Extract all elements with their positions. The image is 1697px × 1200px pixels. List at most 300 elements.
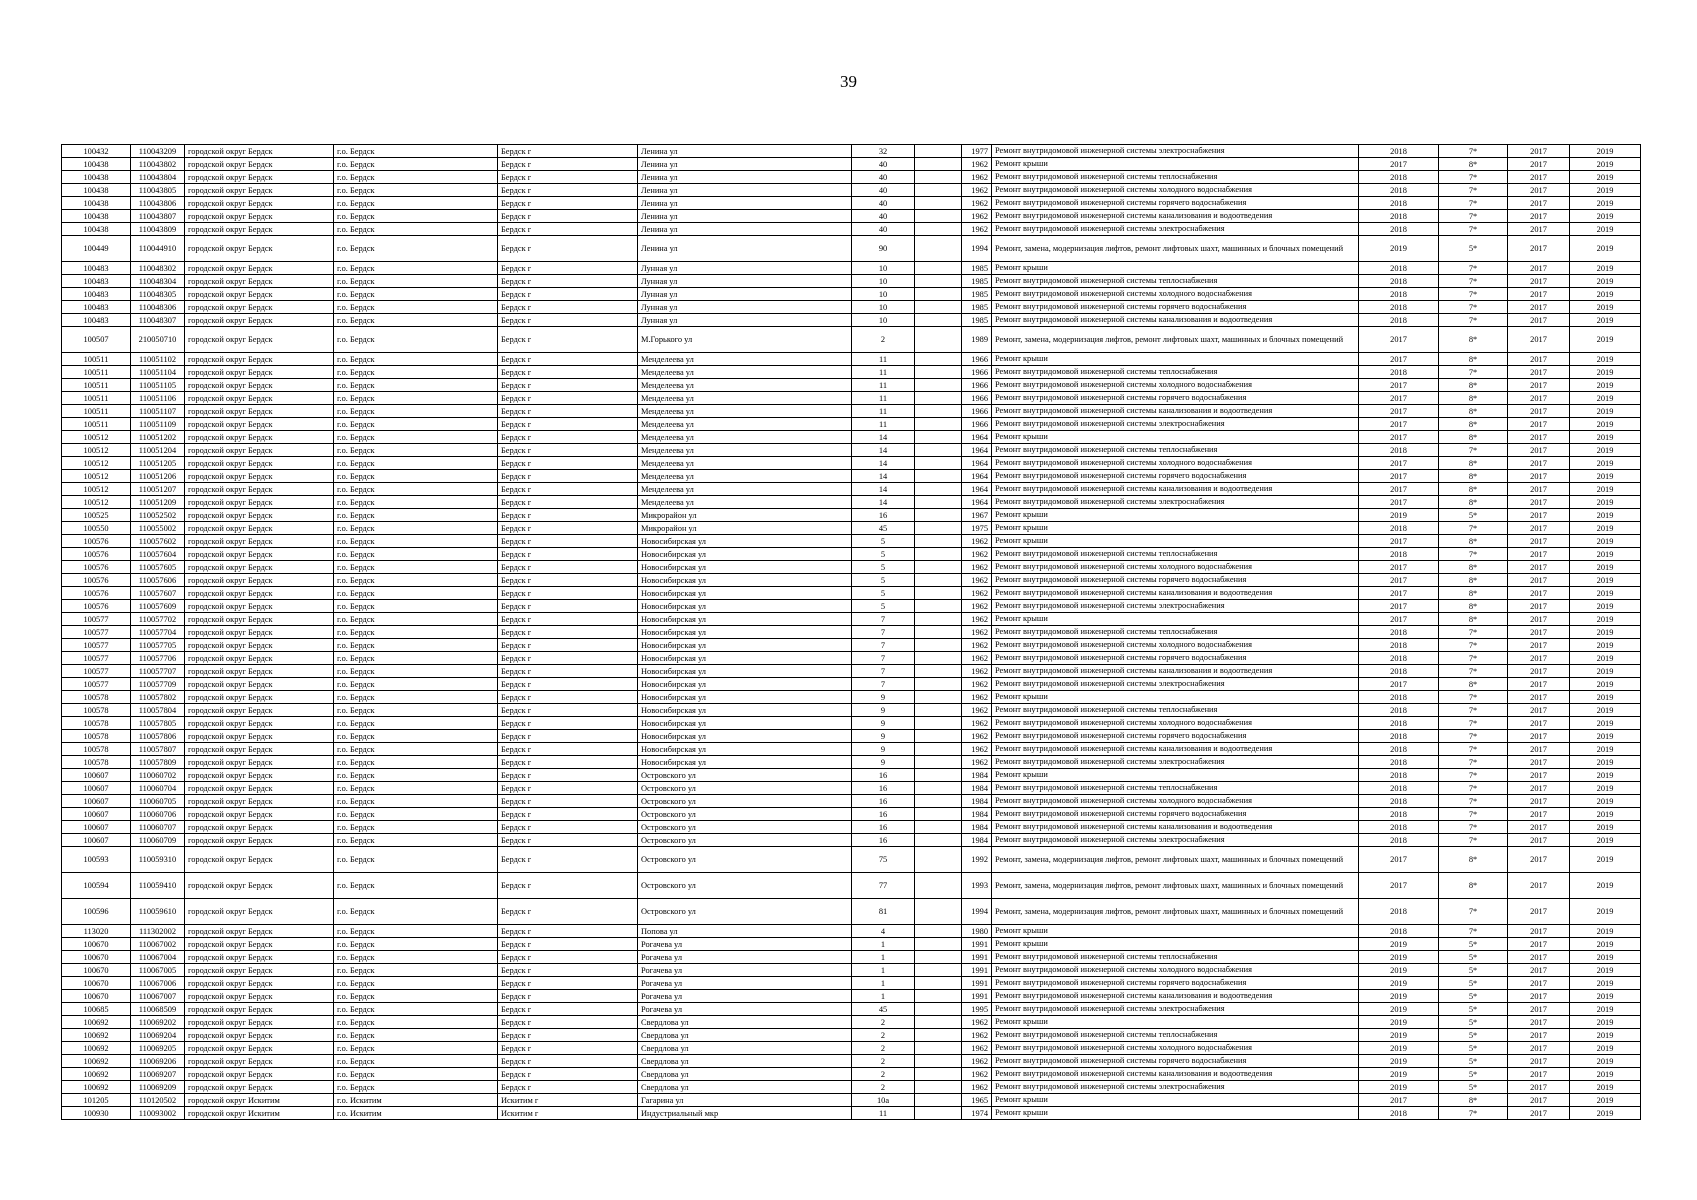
year-built-cell: 1991 [962,951,992,964]
house-number-cell: 1 [852,951,915,964]
year-built-cell: 1962 [962,171,992,184]
locality-cell: Бердск г [498,236,638,262]
priority-cell: 8* [1439,496,1508,509]
street-cell: Островского ул [638,834,852,847]
house-id-cell: 100596 [62,899,131,925]
period-start-cell: 2017 [1508,938,1570,951]
period-start-cell: 2017 [1508,327,1570,353]
work-type-cell: Ремонт крыши [992,769,1359,782]
work-type-cell: Ремонт внутридомовой инженерной системы электроснабжения [992,1081,1359,1094]
building-cell [915,730,962,743]
work-type-cell: Ремонт внутридомовой инженерной системы электроснабжения [992,678,1359,691]
year-built-cell: 1974 [962,1107,992,1120]
locality-cell: Бердск г [498,210,638,223]
work-type-cell: Ремонт внутридомовой инженерной системы канализования и водоотведения [992,1068,1359,1081]
planned-year-cell: 2019 [1359,236,1439,262]
settlement-cell: г.о. Бердск [334,587,498,600]
locality-cell: Бердск г [498,821,638,834]
municipality-cell: городской округ Бердск [185,717,334,730]
house-id-cell: 100577 [62,678,131,691]
work-type-cell: Ремонт внутридомовой инженерной системы электроснабжения [992,1003,1359,1016]
street-cell: Рогачева ул [638,964,852,977]
table-row [62,847,1641,873]
planned-year-cell: 2018 [1359,548,1439,561]
planned-year-cell: 2019 [1359,1016,1439,1029]
period-start-cell: 2017 [1508,158,1570,171]
settlement-cell: г.о. Бердск [334,171,498,184]
work-id-cell: 110043805 [131,184,185,197]
locality-cell: Бердск г [498,314,638,327]
settlement-cell: г.о. Бердск [334,769,498,782]
work-type-cell: Ремонт внутридомовой инженерной системы канализования и водоотведения [992,665,1359,678]
planned-year-cell: 2017 [1359,470,1439,483]
work-type-cell: Ремонт внутридомовой инженерной системы канализования и водоотведения [992,821,1359,834]
period-end-cell: 2019 [1570,1042,1641,1055]
period-end-cell: 2019 [1570,431,1641,444]
house-number-cell: 14 [852,470,915,483]
period-end-cell: 2019 [1570,704,1641,717]
period-start-cell: 2017 [1508,639,1570,652]
table-row [62,392,1641,405]
period-end-cell: 2019 [1570,873,1641,899]
street-cell: Гагарина ул [638,1094,852,1107]
house-number-cell: 5 [852,600,915,613]
work-id-cell: 110051207 [131,483,185,496]
settlement-cell: г.о. Бердск [334,210,498,223]
period-end-cell: 2019 [1570,184,1641,197]
work-type-cell: Ремонт внутридомовой инженерной системы теплоснабжения [992,782,1359,795]
locality-cell: Бердск г [498,262,638,275]
work-id-cell: 110067002 [131,938,185,951]
table-body [62,145,1641,1120]
year-built-cell: 1962 [962,223,992,236]
table-row [62,730,1641,743]
municipality-cell: городской округ Бердск [185,223,334,236]
house-number-cell: 9 [852,717,915,730]
street-cell: Новосибирская ул [638,561,852,574]
house-id-cell: 100594 [62,873,131,899]
table-row [62,535,1641,548]
work-type-cell: Ремонт внутридомовой инженерной системы электроснабжения [992,418,1359,431]
building-cell [915,145,962,158]
period-end-cell: 2019 [1570,1016,1641,1029]
municipality-cell: городской округ Бердск [185,964,334,977]
house-id-cell: 100512 [62,483,131,496]
planned-year-cell: 2018 [1359,639,1439,652]
locality-cell: Бердск г [498,457,638,470]
table-row [62,405,1641,418]
table-row [62,1107,1641,1120]
work-id-cell: 110057704 [131,626,185,639]
priority-cell: 5* [1439,1029,1508,1042]
house-number-cell: 1 [852,990,915,1003]
house-number-cell: 32 [852,145,915,158]
building-cell [915,925,962,938]
work-id-cell: 110057706 [131,652,185,665]
building-cell [915,1042,962,1055]
table-row [62,314,1641,327]
year-built-cell: 1967 [962,509,992,522]
settlement-cell: г.о. Бердск [334,236,498,262]
period-start-cell: 2017 [1508,587,1570,600]
municipality-cell: городской округ Бердск [185,236,334,262]
planned-year-cell: 2018 [1359,366,1439,379]
period-start-cell: 2017 [1508,925,1570,938]
year-built-cell: 1964 [962,470,992,483]
priority-cell: 7* [1439,808,1508,821]
house-number-cell: 7 [852,652,915,665]
house-id-cell: 100578 [62,691,131,704]
work-id-cell: 110051102 [131,353,185,366]
period-start-cell: 2017 [1508,483,1570,496]
period-start-cell: 2017 [1508,366,1570,379]
table-row [62,1042,1641,1055]
period-start-cell: 2017 [1508,184,1570,197]
period-start-cell: 2017 [1508,418,1570,431]
settlement-cell: г.о. Бердск [334,925,498,938]
street-cell: Новосибирская ул [638,652,852,665]
work-id-cell: 110067005 [131,964,185,977]
street-cell: Островского ул [638,847,852,873]
building-cell [915,1081,962,1094]
planned-year-cell: 2018 [1359,691,1439,704]
house-number-cell: 5 [852,574,915,587]
street-cell: Новосибирская ул [638,639,852,652]
table-row [62,951,1641,964]
period-end-cell: 2019 [1570,470,1641,483]
work-id-cell: 110059610 [131,899,185,925]
house-id-cell: 100512 [62,431,131,444]
work-type-cell: Ремонт крыши [992,522,1359,535]
house-number-cell: 10 [852,262,915,275]
house-number-cell: 40 [852,210,915,223]
house-id-cell: 100438 [62,184,131,197]
locality-cell: Бердск г [498,730,638,743]
building-cell [915,353,962,366]
year-built-cell: 1962 [962,535,992,548]
year-built-cell: 1962 [962,600,992,613]
house-id-cell: 100576 [62,561,131,574]
house-id-cell: 100576 [62,548,131,561]
locality-cell: Бердск г [498,691,638,704]
year-built-cell: 1977 [962,145,992,158]
locality-cell: Искитим г [498,1107,638,1120]
work-id-cell: 110067007 [131,990,185,1003]
settlement-cell: г.о. Бердск [334,951,498,964]
settlement-cell: г.о. Бердск [334,470,498,483]
table-row [62,353,1641,366]
year-built-cell: 1962 [962,1081,992,1094]
house-id-cell: 100577 [62,613,131,626]
table-row [62,834,1641,847]
table-row [62,379,1641,392]
building-cell [915,392,962,405]
work-id-cell: 110057809 [131,756,185,769]
municipality-cell: городской округ Бердск [185,925,334,938]
period-start-cell: 2017 [1508,223,1570,236]
municipality-cell: городской округ Бердск [185,730,334,743]
settlement-cell: г.о. Бердск [334,808,498,821]
municipality-cell: городской округ Бердск [185,652,334,665]
table-row [62,782,1641,795]
year-built-cell: 1962 [962,639,992,652]
street-cell: Свердлова ул [638,1081,852,1094]
year-built-cell: 1962 [962,574,992,587]
house-id-cell: 100511 [62,418,131,431]
municipality-cell: городской округ Бердск [185,938,334,951]
street-cell: Новосибирская ул [638,678,852,691]
period-start-cell: 2017 [1508,210,1570,223]
year-built-cell: 1980 [962,925,992,938]
work-type-cell: Ремонт внутридомовой инженерной системы горячего водоснабжения [992,301,1359,314]
table-row [62,145,1641,158]
year-built-cell: 1962 [962,665,992,678]
priority-cell: 7* [1439,821,1508,834]
planned-year-cell: 2017 [1359,431,1439,444]
year-built-cell: 1991 [962,964,992,977]
work-id-cell: 110060706 [131,808,185,821]
house-id-cell: 100432 [62,145,131,158]
settlement-cell: г.о. Бердск [334,717,498,730]
period-start-cell: 2017 [1508,353,1570,366]
work-type-cell: Ремонт внутридомовой инженерной системы теплоснабжения [992,275,1359,288]
settlement-cell: г.о. Бердск [334,275,498,288]
work-type-cell: Ремонт внутридомовой инженерной системы электроснабжения [992,145,1359,158]
priority-cell: 7* [1439,1107,1508,1120]
work-id-cell: 110069205 [131,1042,185,1055]
settlement-cell: г.о. Бердск [334,522,498,535]
planned-year-cell: 2018 [1359,821,1439,834]
house-number-cell: 40 [852,171,915,184]
municipality-cell: городской округ Бердск [185,327,334,353]
priority-cell: 7* [1439,626,1508,639]
period-start-cell: 2017 [1508,496,1570,509]
building-cell [915,1029,962,1042]
work-type-cell: Ремонт крыши [992,938,1359,951]
locality-cell: Бердск г [498,353,638,366]
house-number-cell: 40 [852,158,915,171]
house-id-cell: 100607 [62,795,131,808]
work-type-cell: Ремонт внутридомовой инженерной системы канализования и водоотведения [992,483,1359,496]
house-id-cell: 100692 [62,1016,131,1029]
settlement-cell: г.о. Бердск [334,704,498,717]
street-cell: Новосибирская ул [638,574,852,587]
priority-cell: 5* [1439,509,1508,522]
work-type-cell: Ремонт внутридомовой инженерной системы канализования и водоотведения [992,587,1359,600]
street-cell: Менделеева ул [638,470,852,483]
street-cell: Свердлова ул [638,1068,852,1081]
period-start-cell: 2017 [1508,288,1570,301]
work-id-cell: 110057802 [131,691,185,704]
locality-cell: Бердск г [498,197,638,210]
table-row [62,756,1641,769]
period-end-cell: 2019 [1570,1003,1641,1016]
settlement-cell: г.о. Бердск [334,1081,498,1094]
work-type-cell: Ремонт внутридомовой инженерной системы теплоснабжения [992,444,1359,457]
street-cell: Лунная ул [638,301,852,314]
planned-year-cell: 2018 [1359,756,1439,769]
table-row [62,1055,1641,1068]
street-cell: Менделеева ул [638,405,852,418]
house-id-cell: 100607 [62,782,131,795]
year-built-cell: 1964 [962,444,992,457]
municipality-cell: городской округ Бердск [185,210,334,223]
work-id-cell: 110048302 [131,262,185,275]
street-cell: М.Горького ул [638,327,852,353]
period-start-cell: 2017 [1508,769,1570,782]
municipality-cell: городской округ Бердск [185,990,334,1003]
house-number-cell: 1 [852,977,915,990]
table-row [62,925,1641,938]
house-id-cell: 100578 [62,730,131,743]
period-end-cell: 2019 [1570,405,1641,418]
work-type-cell: Ремонт внутридомовой инженерной системы канализования и водоотведения [992,990,1359,1003]
locality-cell: Бердск г [498,535,638,548]
priority-cell: 8* [1439,353,1508,366]
house-number-cell: 10 [852,288,915,301]
priority-cell: 5* [1439,938,1508,951]
settlement-cell: г.о. Бердск [334,301,498,314]
planned-year-cell: 2018 [1359,730,1439,743]
work-id-cell: 110051107 [131,405,185,418]
locality-cell: Бердск г [498,444,638,457]
house-number-cell: 14 [852,431,915,444]
planned-year-cell: 2018 [1359,522,1439,535]
period-start-cell: 2017 [1508,873,1570,899]
municipality-cell: городской округ Бердск [185,1029,334,1042]
street-cell: Микрорайон ул [638,509,852,522]
settlement-cell: г.о. Бердск [334,756,498,769]
house-id-cell: 100607 [62,808,131,821]
house-id-cell: 100512 [62,496,131,509]
municipality-cell: городской округ Бердск [185,847,334,873]
settlement-cell: г.о. Искитим [334,1094,498,1107]
priority-cell: 7* [1439,197,1508,210]
period-start-cell: 2017 [1508,548,1570,561]
house-number-cell: 16 [852,834,915,847]
table-row [62,483,1641,496]
table-row [62,1081,1641,1094]
house-id-cell: 100525 [62,509,131,522]
work-type-cell: Ремонт внутридомовой инженерной системы горячего водоснабжения [992,392,1359,405]
municipality-cell: городской округ Бердск [185,1055,334,1068]
settlement-cell: г.о. Бердск [334,1003,498,1016]
period-end-cell: 2019 [1570,1029,1641,1042]
table-row [62,587,1641,600]
work-id-cell: 110068509 [131,1003,185,1016]
period-start-cell: 2017 [1508,691,1570,704]
priority-cell: 7* [1439,210,1508,223]
settlement-cell: г.о. Бердск [334,730,498,743]
work-id-cell: 110057707 [131,665,185,678]
work-id-cell: 110069206 [131,1055,185,1068]
building-cell [915,795,962,808]
street-cell: Лунная ул [638,314,852,327]
period-end-cell: 2019 [1570,613,1641,626]
house-id-cell: 100692 [62,1068,131,1081]
work-type-cell: Ремонт внутридомовой инженерной системы холодного водоснабжения [992,184,1359,197]
table-row [62,691,1641,704]
municipality-cell: городской округ Бердск [185,197,334,210]
period-end-cell: 2019 [1570,366,1641,379]
building-cell [915,275,962,288]
period-end-cell: 2019 [1570,678,1641,691]
work-id-cell: 110067004 [131,951,185,964]
work-id-cell: 110069209 [131,1081,185,1094]
work-type-cell: Ремонт крыши [992,613,1359,626]
locality-cell: Бердск г [498,574,638,587]
table-row [62,704,1641,717]
building-cell [915,405,962,418]
priority-cell: 7* [1439,275,1508,288]
house-id-cell: 100511 [62,353,131,366]
work-type-cell: Ремонт внутридомовой инженерной системы канализования и водоотведения [992,314,1359,327]
priority-cell: 8* [1439,535,1508,548]
planned-year-cell: 2019 [1359,951,1439,964]
year-built-cell: 1984 [962,795,992,808]
house-number-cell: 16 [852,782,915,795]
year-built-cell: 1964 [962,457,992,470]
period-start-cell: 2017 [1508,1107,1570,1120]
building-cell [915,457,962,470]
building-cell [915,938,962,951]
settlement-cell: г.о. Бердск [334,327,498,353]
work-type-cell: Ремонт крыши [992,158,1359,171]
locality-cell: Бердск г [498,1029,638,1042]
locality-cell: Бердск г [498,1068,638,1081]
settlement-cell: г.о. Бердск [334,834,498,847]
priority-cell: 7* [1439,782,1508,795]
municipality-cell: городской округ Бердск [185,691,334,704]
municipality-cell: городской округ Бердск [185,522,334,535]
priority-cell: 8* [1439,470,1508,483]
priority-cell: 5* [1439,1068,1508,1081]
work-id-cell: 110069202 [131,1016,185,1029]
work-id-cell: 110069207 [131,1068,185,1081]
period-end-cell: 2019 [1570,262,1641,275]
period-end-cell: 2019 [1570,951,1641,964]
year-built-cell: 1962 [962,691,992,704]
locality-cell: Бердск г [498,379,638,392]
street-cell: Менделеева ул [638,431,852,444]
table-row [62,808,1641,821]
building-cell [915,431,962,444]
year-built-cell: 1984 [962,808,992,821]
house-number-cell: 10 [852,314,915,327]
period-end-cell: 2019 [1570,964,1641,977]
work-type-cell: Ремонт крыши [992,431,1359,444]
planned-year-cell: 2018 [1359,171,1439,184]
year-built-cell: 1962 [962,756,992,769]
locality-cell: Бердск г [498,990,638,1003]
locality-cell: Бердск г [498,717,638,730]
priority-cell: 8* [1439,379,1508,392]
house-id-cell: 100512 [62,470,131,483]
house-id-cell: 100930 [62,1107,131,1120]
period-start-cell: 2017 [1508,951,1570,964]
priority-cell: 5* [1439,1042,1508,1055]
work-type-cell: Ремонт внутридомовой инженерной системы канализования и водоотведения [992,405,1359,418]
street-cell: Рогачева ул [638,951,852,964]
house-number-cell: 10 [852,301,915,314]
period-end-cell: 2019 [1570,275,1641,288]
work-id-cell: 110051105 [131,379,185,392]
period-start-cell: 2017 [1508,1094,1570,1107]
building-cell [915,236,962,262]
municipality-cell: городской округ Бердск [185,483,334,496]
period-start-cell: 2017 [1508,392,1570,405]
house-id-cell: 100593 [62,847,131,873]
